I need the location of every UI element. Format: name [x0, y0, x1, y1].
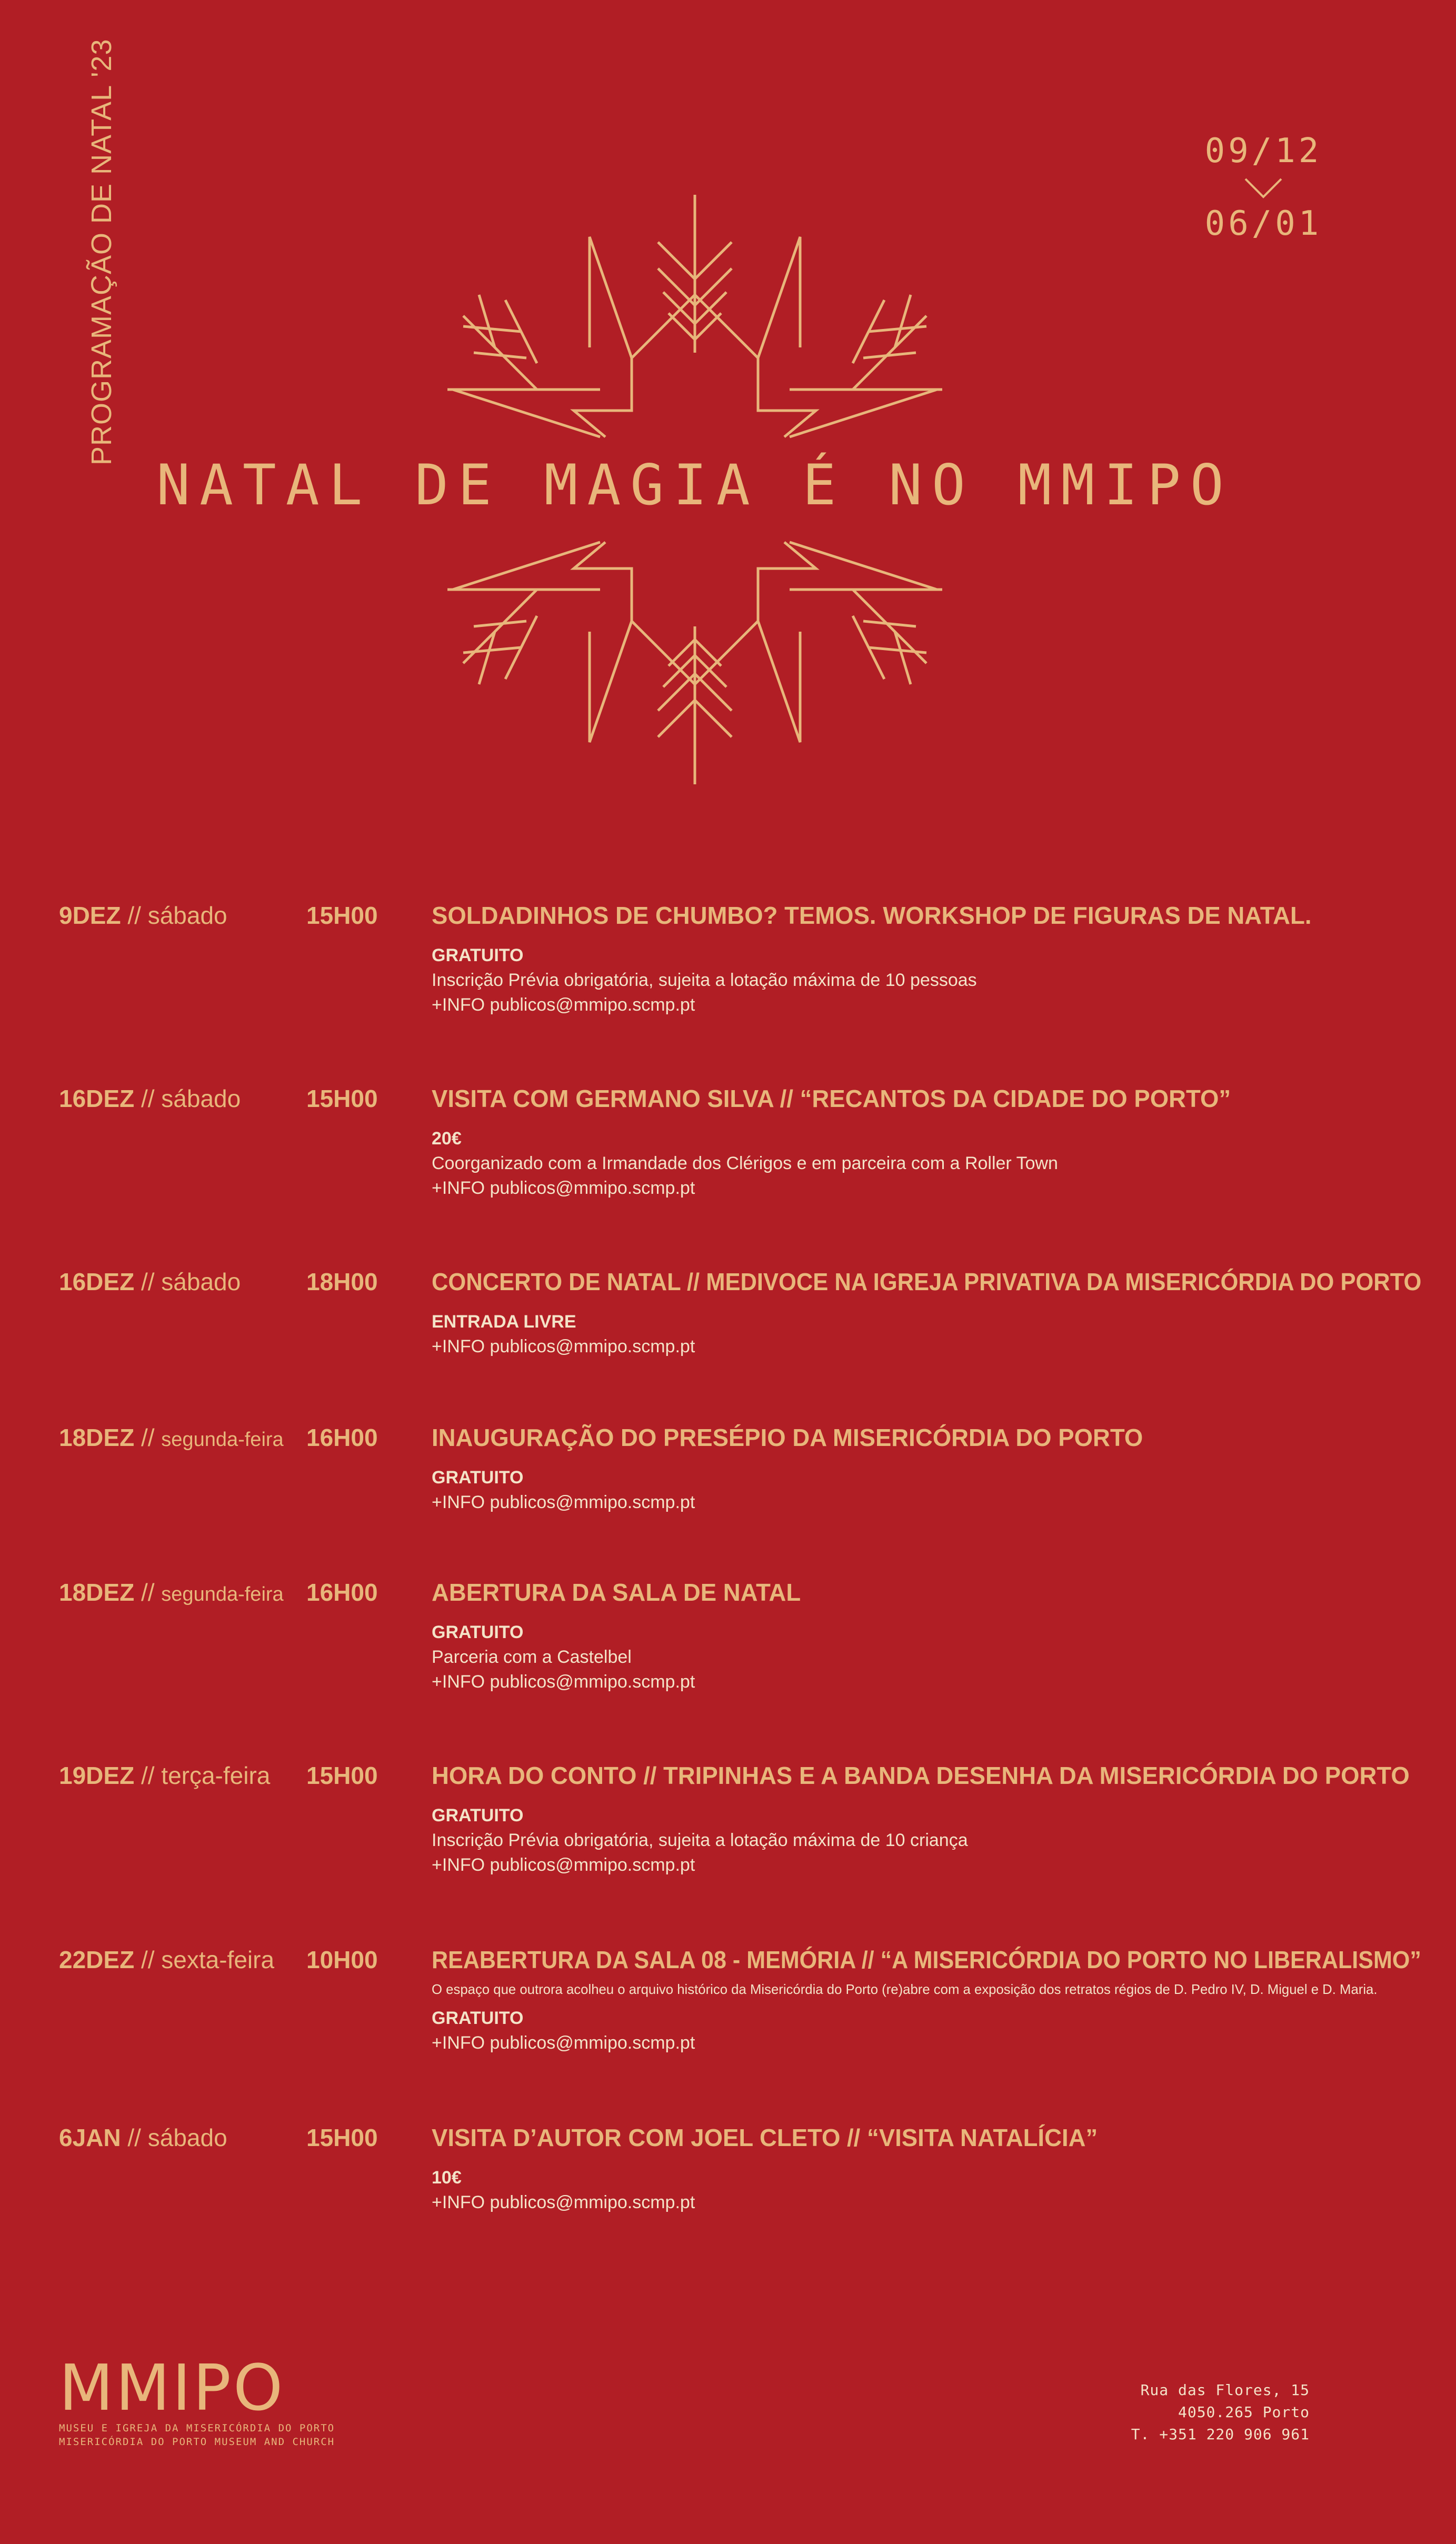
- event-note: Inscrição Prévia obrigatória, sujeita a lotação máxima de 10 criança: [432, 1830, 968, 1850]
- event-title: VISITA D’AUTOR COM JOEL CLETO // “VISITA NATALÍCIA”: [432, 2124, 1098, 2151]
- event-price: GRATUITO: [432, 1805, 524, 1825]
- event-time: 16H00: [306, 1424, 378, 1451]
- event-info-link[interactable]: +INFO publicos@mmipo.scmp.pt: [432, 1178, 695, 1198]
- event-day: 22DEZ: [59, 1946, 135, 1973]
- event-day: 16DEZ: [59, 1268, 135, 1295]
- event-info-link[interactable]: +INFO publicos@mmipo.scmp.pt: [432, 1492, 695, 1512]
- event-time: 15H00: [306, 1762, 378, 1789]
- event-weekday: sábado: [161, 1085, 241, 1112]
- event-info-link[interactable]: +INFO publicos@mmipo.scmp.pt: [432, 1336, 695, 1356]
- event-day: 19DEZ: [59, 1762, 135, 1789]
- event-weekday: sábado: [147, 2124, 227, 2151]
- date-range: [1195, 132, 1332, 243]
- event-day: 18DEZ: [59, 1579, 135, 1606]
- event-title: SOLDADINHOS DE CHUMBO? TEMOS. WORKSHOP DE FIGURAS DE NATAL.: [432, 902, 1312, 929]
- event-price: GRATUITO: [432, 1468, 524, 1488]
- logo-subtitle-en: MISERICÓRDIA DO PORTO MUSEUM AND CHURCH: [59, 2436, 335, 2448]
- event-sep: //: [134, 1085, 162, 1112]
- date-start: 09/12: [1204, 132, 1322, 171]
- mmipo-logo: [59, 2352, 335, 2448]
- event-time: 18H00: [306, 1268, 378, 1295]
- event-info-link[interactable]: +INFO publicos@mmipo.scmp.pt: [432, 1855, 695, 1875]
- event-sep: //: [121, 2124, 148, 2151]
- event-date: [59, 1761, 270, 1790]
- event-weekday: terça-feira: [161, 1762, 271, 1789]
- event-price: 10€: [432, 2168, 462, 2188]
- event-date: [59, 1084, 241, 1113]
- event-sep: //: [134, 1762, 162, 1789]
- logo-subtitle-pt: MUSEU E IGREJA DA MISERICÓRDIA DO PORTO: [59, 2422, 335, 2434]
- event-date: [59, 1578, 284, 1607]
- event-sep: //: [134, 1424, 162, 1451]
- event-info-link[interactable]: +INFO publicos@mmipo.scmp.pt: [432, 2033, 695, 2053]
- event-day: 9DEZ: [59, 902, 121, 929]
- event-day: 6JAN: [59, 2124, 121, 2151]
- main-title: NATAL DE MAGIA É NO MMIPO: [156, 453, 1233, 517]
- event-time: 15H00: [306, 2124, 378, 2151]
- address-street: Rua das Flores, 15: [1140, 2381, 1310, 2399]
- event-info-link[interactable]: +INFO publicos@mmipo.scmp.pt: [432, 995, 695, 1015]
- event-time: 15H00: [306, 902, 378, 929]
- event-note: Parceria com a Castelbel: [432, 1647, 632, 1667]
- event-title: CONCERTO DE NATAL // MEDIVOCE NA IGREJA PRIVATIVA DA MISERICÓRDIA DO PORTO: [432, 1268, 1422, 1295]
- event-info-link[interactable]: +INFO publicos@mmipo.scmp.pt: [432, 2192, 695, 2212]
- event-sep: //: [121, 902, 148, 929]
- address-block: [1131, 2379, 1310, 2446]
- event-info-link[interactable]: +INFO publicos@mmipo.scmp.pt: [432, 1672, 695, 1692]
- side-title: PROGRAMAÇÃO DE NATAL '23: [86, 38, 117, 465]
- event-day: 16DEZ: [59, 1085, 135, 1112]
- event-title: REABERTURA DA SALA 08 - MEMÓRIA // “A MISERICÓRDIA DO PORTO NO LIBERALISMO”: [432, 1946, 1421, 1973]
- chevron-down-icon: [1242, 175, 1284, 201]
- event-time: 15H00: [306, 1085, 378, 1112]
- event-title: ABERTURA DA SALA DE NATAL: [432, 1579, 801, 1606]
- event-sep: //: [134, 1268, 162, 1295]
- event-description: O espaço que outrora acolheu o arquivo histórico da Misericórdia do Porto (re)abre com a exposição dos retratos régios de D. Pedro IV, D. Miguel e D. Maria.: [432, 1981, 1378, 1997]
- event-time: 16H00: [306, 1579, 378, 1606]
- event-title: INAUGURAÇÃO DO PRESÉPIO DA MISERICÓRDIA DO PORTO: [432, 1424, 1143, 1451]
- address-city: 4050.265 Porto: [1178, 2403, 1310, 2421]
- event-price: GRATUITO: [432, 945, 524, 965]
- event-note: Coorganizado com a Irmandade dos Clérigos e em parceira com a Roller Town: [432, 1153, 1058, 1173]
- event-sep: //: [134, 1946, 162, 1973]
- event-weekday: segunda-feira: [161, 1429, 284, 1451]
- event-date: [59, 1946, 274, 1974]
- event-note: Inscrição Prévia obrigatória, sujeita a lotação máxima de 10 pessoas: [432, 970, 977, 990]
- event-weekday: sábado: [147, 902, 227, 929]
- event-sep: //: [134, 1579, 162, 1606]
- event-price: GRATUITO: [432, 2008, 524, 2028]
- event-price: ENTRADA LIVRE: [432, 1312, 576, 1332]
- address-phone: T. +351 220 906 961: [1131, 2426, 1310, 2443]
- event-title: VISITA COM GERMANO SILVA // “RECANTOS DA CIDADE DO PORTO”: [432, 1085, 1231, 1112]
- event-date: [59, 1268, 241, 1296]
- event-title: HORA DO CONTO // TRIPINHAS E A BANDA DESENHA DA MISERICÓRDIA DO PORTO: [432, 1762, 1410, 1789]
- event-price: GRATUITO: [432, 1622, 524, 1642]
- event-weekday: sábado: [161, 1268, 241, 1295]
- event-date: [59, 1423, 284, 1452]
- event-weekday: sexta-feira: [161, 1946, 275, 1973]
- event-date: [59, 901, 227, 930]
- event-day: 18DEZ: [59, 1424, 135, 1451]
- event-date: [59, 2123, 227, 2152]
- date-end: 06/01: [1204, 204, 1322, 243]
- event-price: 20€: [432, 1129, 462, 1149]
- logo-mark: MMIPO: [59, 2352, 285, 2425]
- event-time: 10H00: [306, 1946, 378, 1973]
- event-weekday: segunda-feira: [161, 1583, 284, 1605]
